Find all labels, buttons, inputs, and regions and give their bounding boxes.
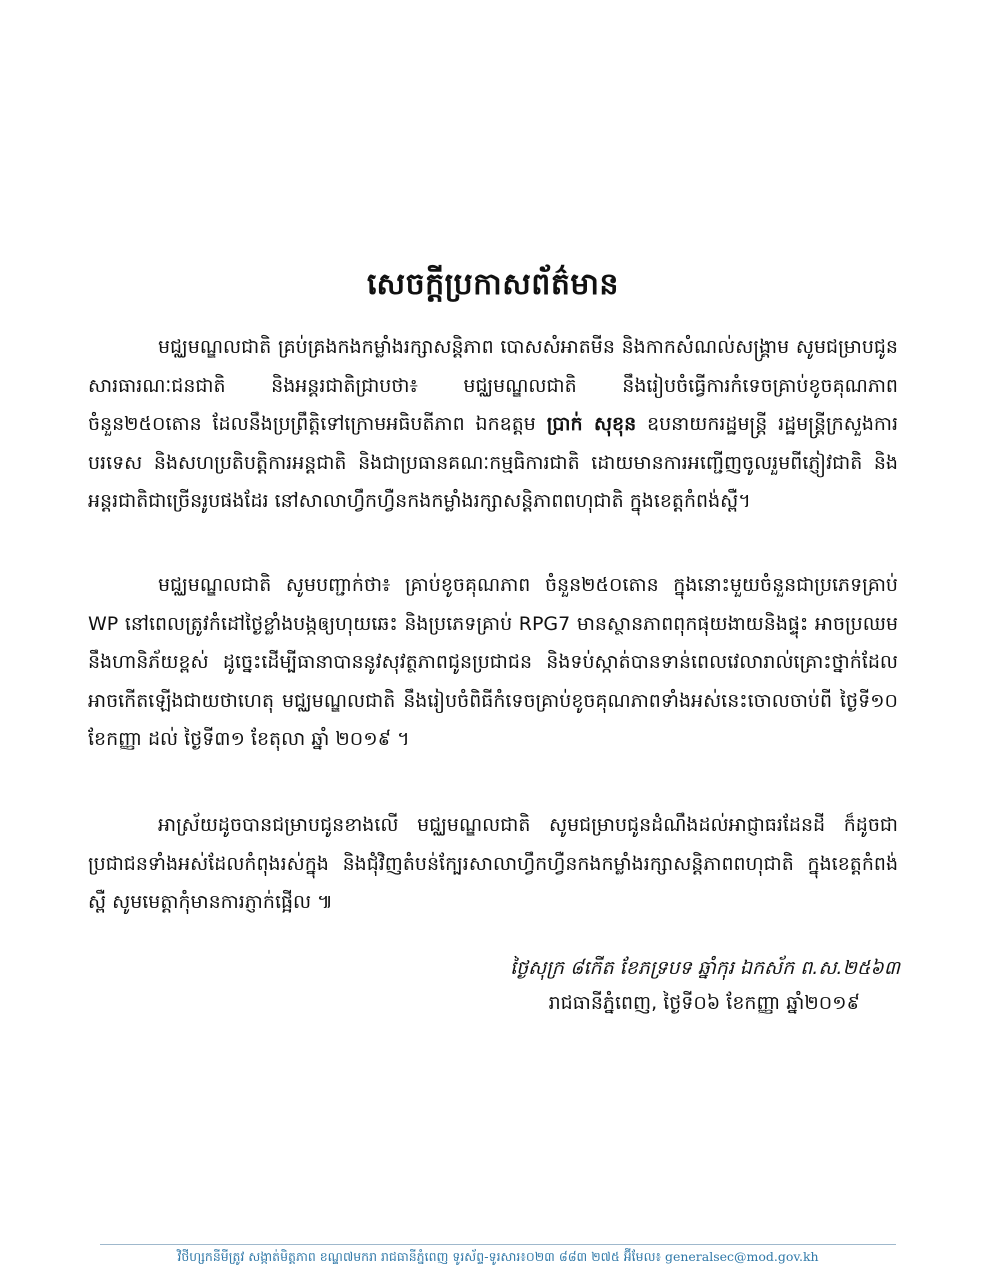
footer-address: វិថីហ្សកនីមីត្រូវ សង្កាត់មិត្តភាព ខណ្ឌ៧មករា រាជធានីភ្នំពេញ ទូរស័ព្ទ-ទូរសារ៖០២៣ ៨៨៣ ២៧៥ អ៊ីមែល៖ [177,1249,665,1264]
place-and-date: រាជធានីភ្នំពេញ, ថ្ងៃទី០៦ ខែកញ្ញា ឆ្នាំ២០១៩ [548,992,860,1014]
footer-divider [100,1244,896,1245]
paragraph-notice: អាស្រ័យដូចបានជម្រាបជូនខាងលើ មជ្ឈមណ្ឌលជាតិ សូមជម្រាបជូនដំណឹងដល់អាជ្ញាធរដែនដី ក៏ដូចជាប្រជាជនទាំងអស់ដែលកំពុងរស់ក្នុង និងជុំវិញតំបន់ក្បែរសាលាហ្វឹកហ្វឺនកងកម្លាំងរក្សាសន្តិភាពពហុជាតិ ក្នុងខេត្តកំពង់ស្ពឺ សូមមេត្តាកុំមានការភ្ញាក់ផ្អើល ៕ [88,814,898,913]
paragraph-1-text-before: មជ្ឈមណ្ឌលជាតិ គ្រប់គ្រងកងកម្លាំងរក្សាសន្តិភាព បោសសំអាតមីន និងកាកសំណល់សង្គ្រាម សូមជម្រាបជូន សារធារណៈជនជាតិ និងអន្តរជាតិជ្រាបថា៖ មជ្ឈមណ្ឌលជាតិ នឹងរៀបចំធ្វើការកំទេចគ្រាប់ខូចគុណភាព ចំនួន២៥០តោន ដែលនឹងប្រព្រឹត្តិទៅក្រោមអធិបតីភាព ឯកឧត្តម [88,336,898,435]
paragraph-1-text-after: ឧបនាយករដ្ឋមន្ត្រី រដ្ឋមន្ត្រីក្រសួងការបរទេស និងសហប្រតិបត្តិការអន្តជាតិ និងជាប្រធានគណៈកម្មធិការជាតិ ដោយមានការអញ្ជើញចូលរួមពីភ្ញៀវជាតិ និងអន្តរជាតិជាច្រើនរូបផងដែរ នៅសាលាហ្វឹកហ្វឺនកងកម្លាំងរក្សាសន្តិភាពពហុជាតិ ក្នុងខេត្តកំពង់ស្ពឺ។ [88,413,898,512]
official-name: ប្រាក់ សុខុន [546,413,637,435]
footer-email[interactable]: generalsec@mod.gov.kh [664,1249,819,1264]
lunar-date: ថ្ងៃសុក្រ ៨កើត ខែភទ្របទ ឆ្នាំកុរ ឯកស័ក ព.ស.២៥៦៣ [510,957,900,979]
footer-contact [100,1246,896,1268]
paragraph-announcement [88,328,898,521]
document-title: សេចក្តីប្រកាសព័ត៌មាន [367,267,619,302]
paragraph-details: មជ្ឈមណ្ឌលជាតិ សូមបញ្ជាក់ថា៖ គ្រាប់ខូចគុណភាព ចំនួន២៥០តោន ក្នុងនោះមួយចំនួនជាប្រភេទគ្រាប់ WP នៅពេលត្រូវកំដៅថ្ងៃខ្លាំងបង្កឲ្យហុយឆេះ និងប្រភេទគ្រាប់ RPG7 មានស្ថានភាពពុកផុយងាយនិងផ្ទុះ អាចប្រឈមនឹងហានិភ័យខ្ពស់ ដូច្នេះដើម្បីធានាបាននូវសុវត្ថភាពជូនប្រជាជន និងទប់ស្កាត់បានទាន់ពេលវេលារាល់គ្រោះថ្នាក់ដែលអាចកើតឡើងជាយថាហេតុ មជ្ឈមណ្ឌលជាតិ នឹងរៀបចំពិធីកំទេចគ្រាប់ខូចគុណភាពទាំងអស់នេះចោលចាប់ពី ថ្ងៃទី១០ ខែកញ្ញា ដល់ ថ្ងៃទី៣១ ខែតុលា ឆ្នាំ ២០១៩ ។ [88,574,898,750]
